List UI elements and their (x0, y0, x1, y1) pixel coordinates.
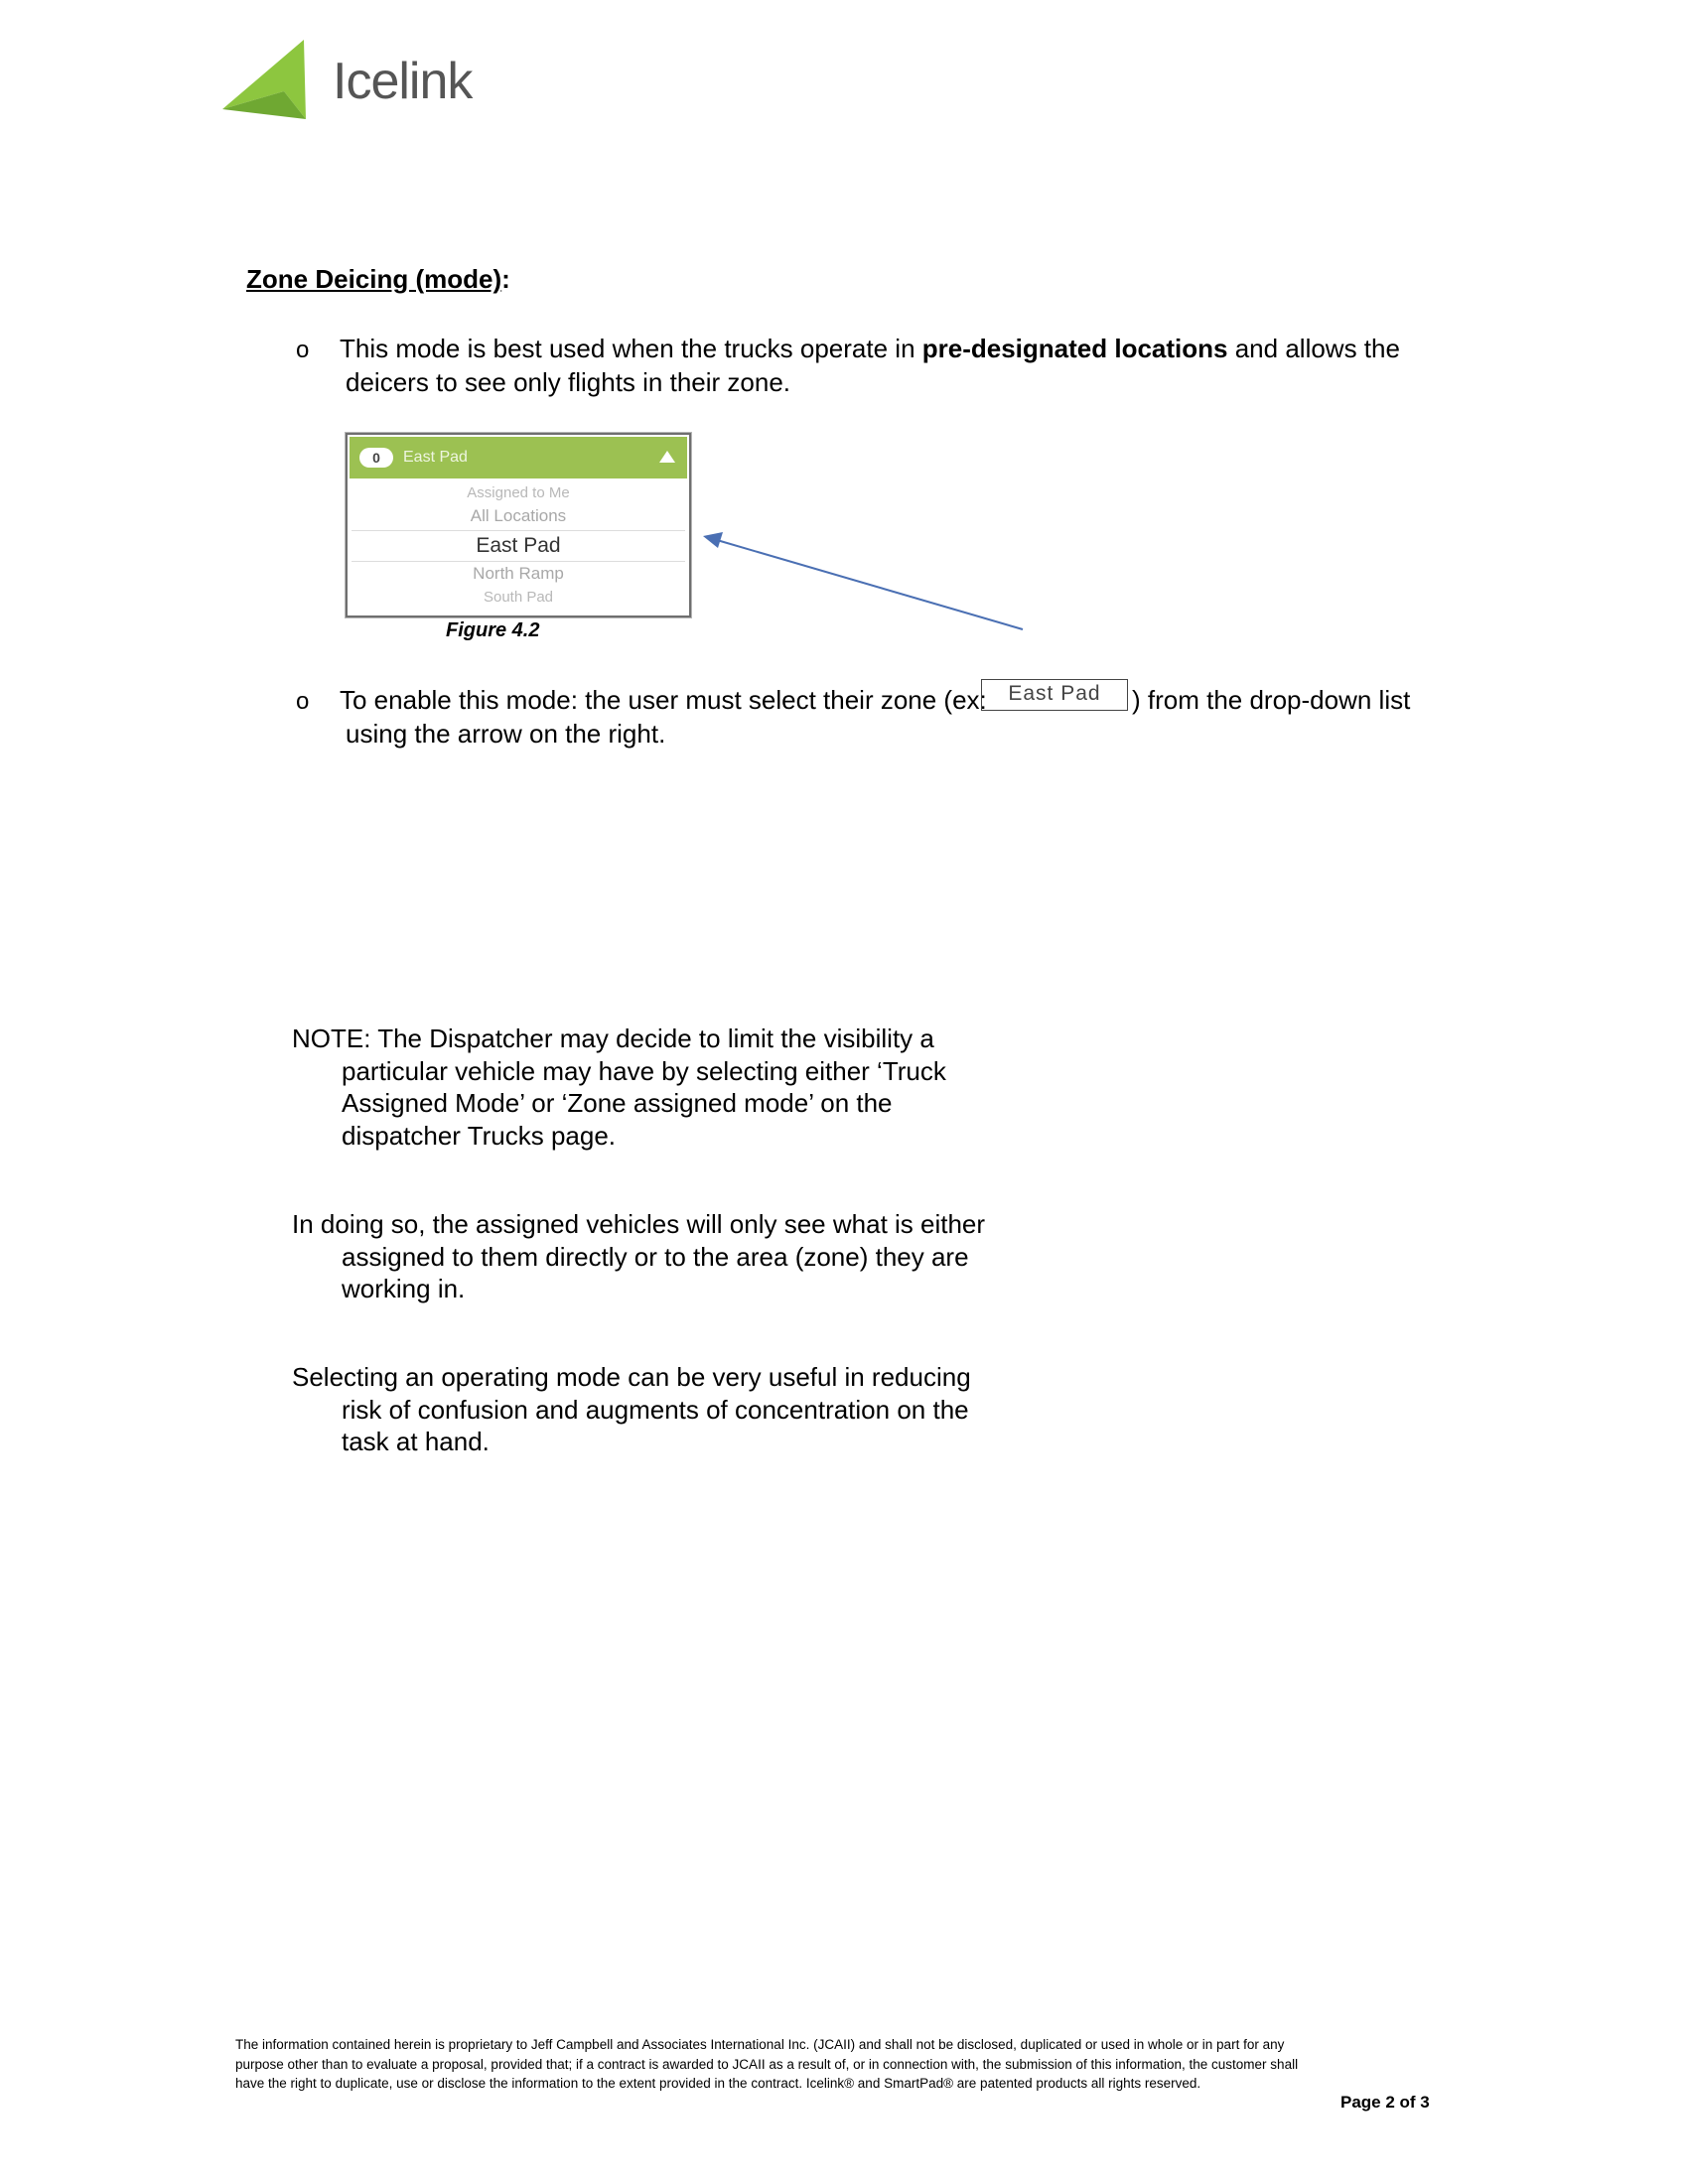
note-line: Assigned Mode’ or ‘Zone assigned mode’ on the (342, 1088, 893, 1118)
bullet-marker: o (296, 337, 310, 363)
pointer-arrow-icon (695, 526, 1038, 645)
count-badge: 0 (359, 448, 393, 468)
bullet1-line1 (340, 332, 1400, 365)
legal-footer (235, 2035, 1367, 2094)
bullet1-bold-text: pre-designated locations (921, 334, 1228, 363)
note-line: dispatcher Trucks page. (342, 1120, 617, 1151)
footer-line: purpose other than to evaluate a proposal, provided that; if a contract is awarded to JCAII as a result of, or in connection with, the submission of this information, the customer shall (235, 2056, 1299, 2072)
dropdown-option-assigned-to-me[interactable]: Assigned to Me (467, 484, 570, 501)
dropdown-selected-label: East Pad (403, 449, 468, 466)
bullet2-text-pre: To enable this mode: the user must select their zone (ex: (340, 685, 987, 715)
footer-line: have the right to duplicate, use or disclose the information to the extent provided in the contract. Icelink® and SmartPad® are patented products all rights reserved. (235, 2076, 1201, 2091)
paragraph-line: In doing so, the assigned vehicles will only see what is either (292, 1209, 986, 1239)
example-zone-box: East Pad (981, 679, 1128, 711)
paragraph-line: risk of confusion and augments of concentration on the (342, 1394, 969, 1425)
logo-text: Icelink (333, 53, 473, 110)
figure-caption: Figure 4.2 (446, 619, 540, 641)
bullet1-text-pre: This mode is best used when the trucks operate in (340, 334, 922, 363)
note-line: particular vehicle may have by selecting either ‘Truck (342, 1055, 946, 1086)
paragraph-line: assigned to them directly or to the area (zone) they are (342, 1241, 969, 1272)
bullet1-line2: deicers to see only flights in their zone. (346, 367, 791, 397)
note-line: NOTE: The Dispatcher may decide to limit the visibility a (292, 1024, 934, 1053)
operating-mode-paragraph (292, 1361, 1007, 1458)
section-title (246, 264, 510, 295)
footer-line: The information contained herein is proprietary to Jeff Campbell and Associates International Inc. (JCAII) and shall not be disclosed, duplicated or used in whole or in part for any (235, 2037, 1285, 2052)
dropdown-option-all-locations[interactable]: All Locations (470, 506, 567, 525)
dropdown-option-north-ramp[interactable]: North Ramp (473, 564, 564, 583)
dropdown-option-south-pad[interactable]: South Pad (483, 589, 554, 606)
section-title-text: Zone Deicing (mode) (246, 264, 502, 294)
paragraph-line: Selecting an operating mode can be very useful in reducing (292, 1362, 971, 1392)
section-title-suffix: : (501, 264, 510, 294)
dropdown-header[interactable] (350, 437, 687, 478)
bullet-marker: o (296, 688, 310, 715)
note-paragraph (292, 1023, 1007, 1152)
bullet2-line2: using the arrow on the right. (346, 719, 666, 749)
page-number: Page 2 of 3 (1340, 2093, 1430, 2112)
assigned-vehicles-paragraph (292, 1208, 1007, 1305)
bullet1-text-post: and allows the (1227, 334, 1400, 363)
dropdown-option-east-pad[interactable]: East Pad (352, 530, 685, 562)
paragraph-line: working in. (342, 1274, 466, 1303)
zone-dropdown[interactable] (346, 433, 691, 617)
bullet2-text-post: ) from the drop-down list (1132, 685, 1411, 715)
paragraph-line: task at hand. (342, 1427, 490, 1456)
triangle-up-icon[interactable] (659, 451, 675, 463)
